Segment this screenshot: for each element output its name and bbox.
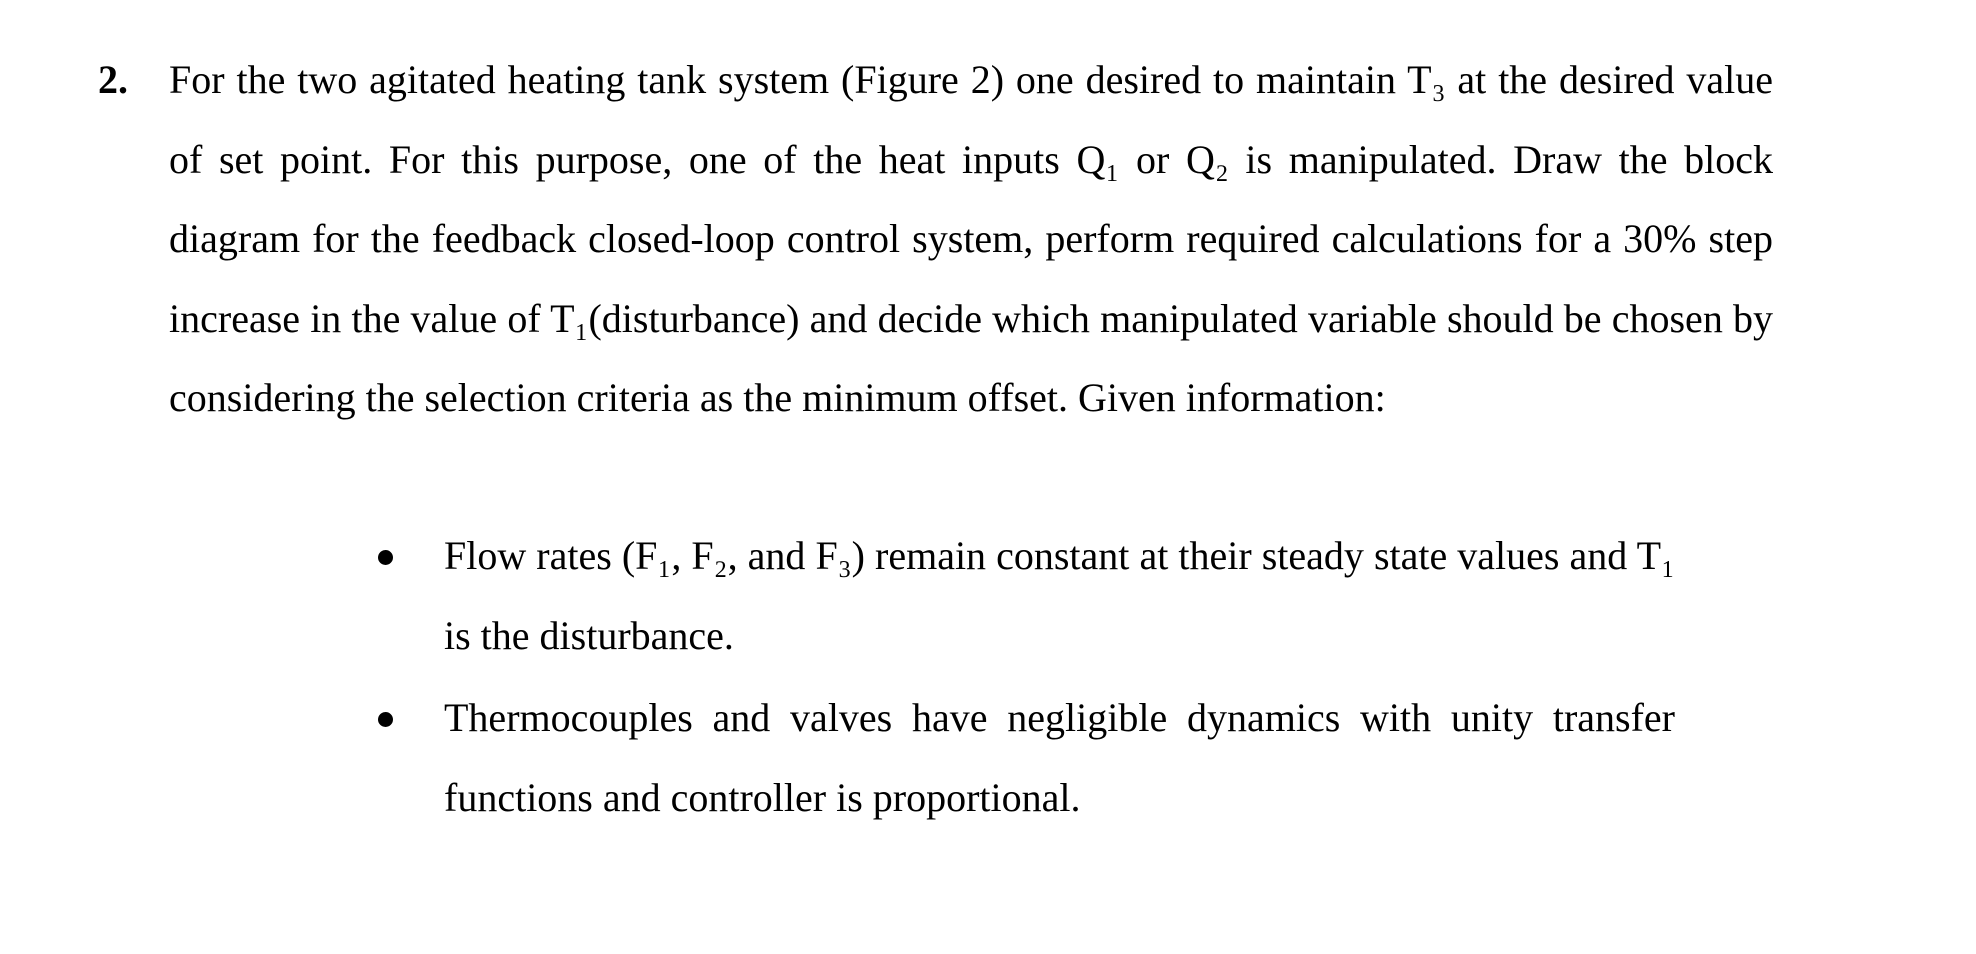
question-number: 2. bbox=[98, 57, 128, 102]
list-item bbox=[370, 516, 1675, 675]
list-item-text: Thermocouples and valves have negligible dynamics with unity transfer functions and controller is proportional. bbox=[444, 695, 1675, 820]
given-information-list bbox=[370, 516, 1675, 840]
question-text: For the two agitated heating tank system (Figure 2) one desired to maintain T₃ at the desired value of set point. For this purpose, one of the heat inputs Q₁ or Q₂ is manipulated. Draw the block diagram for the feedback closed-loop control system, perform required calculations for a 30% step increase in the value of T₁(disturbance) and decide which manipulated variable should be chosen by considering the selection criteria as the minimum offset. Given information: bbox=[169, 57, 1773, 420]
bullet-icon bbox=[378, 712, 393, 727]
list-item bbox=[370, 678, 1675, 837]
bullet-icon bbox=[378, 550, 393, 565]
list-item-text: Flow rates (F₁, F₂, and F₃) remain constant at their steady state values and T₁ is the disturbance. bbox=[444, 533, 1675, 658]
